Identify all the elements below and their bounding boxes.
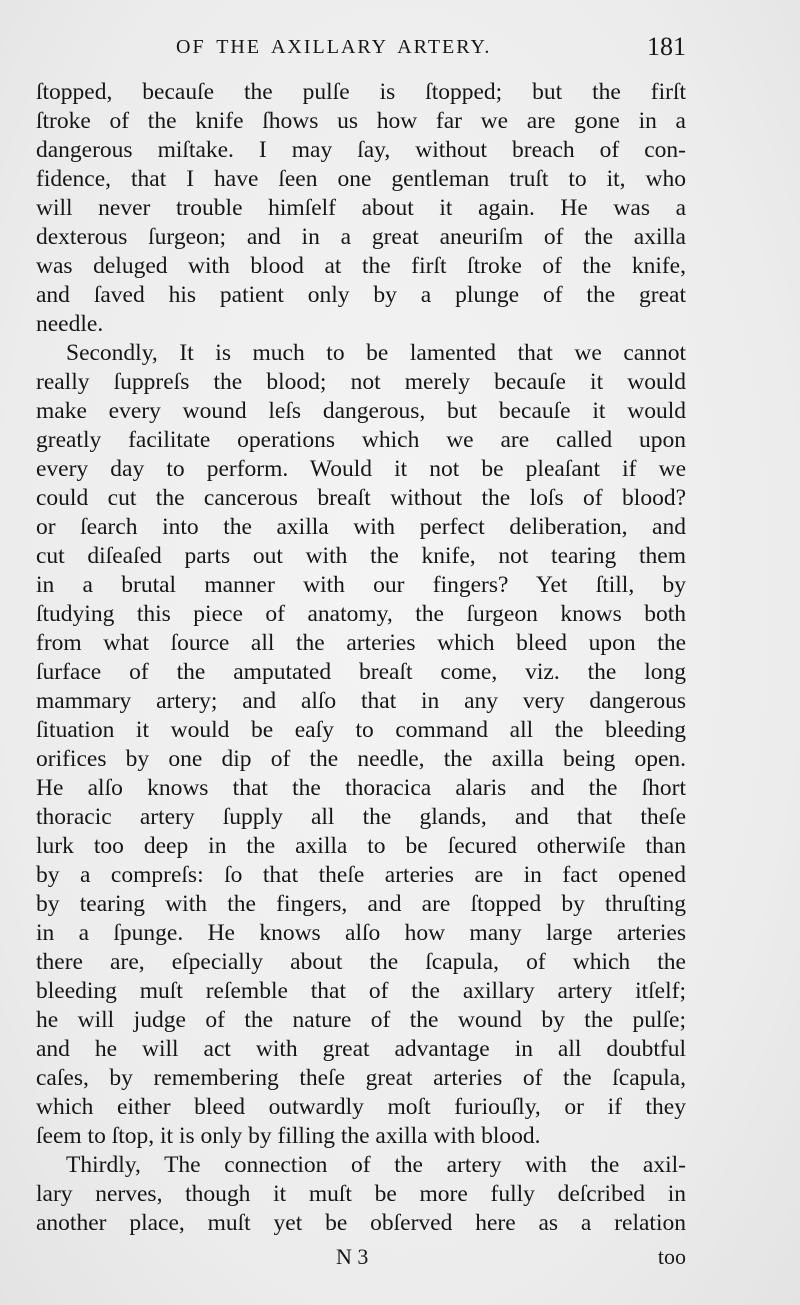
- text-line: every day to perform. Would it not be pleaſant if we: [36, 456, 686, 482]
- text-line: needle.: [36, 311, 104, 337]
- text-line: lurk too deep in the axilla to be ſecured otherwiſe than: [36, 833, 686, 859]
- text-line: make every wound leſs dangerous, but becauſe it would: [36, 398, 686, 424]
- text-line: in a ſpunge. He knows alſo how many large arteries: [36, 920, 686, 946]
- page-number: 181: [647, 32, 686, 61]
- paragraph: [36, 1151, 686, 1238]
- text-line: another place, muſt yet be obſerved here as a relation: [36, 1210, 686, 1236]
- text-line: there are, eſpecially about the ſcapula, of which the: [36, 949, 686, 975]
- text-line: ſurface of the amputated breaſt come, viz. the long: [36, 659, 686, 685]
- signature-mark: N 3: [336, 1244, 369, 1269]
- text-line: dexterous ſurgeon; and in a great aneuriſm of the axilla: [36, 224, 686, 250]
- text-line: greatly facilitate operations which we are called upon: [36, 427, 686, 453]
- text-line: ſtopped, becauſe the pulſe is ſtopped; but the firſt: [36, 79, 686, 105]
- text-line: Thirdly, The connection of the artery with the axil-: [66, 1152, 686, 1178]
- text-line: fidence, that I have ſeen one gentleman truſt to it, who: [36, 166, 686, 192]
- text-line: by tearing with the fingers, and are ſtopped by thruſting: [36, 891, 686, 917]
- text-line: ſtroke of the knife ſhows us how far we are gone in a: [36, 108, 686, 134]
- text-line: from what ſource all the arteries which bleed upon the: [36, 630, 686, 656]
- text-line: ſtudying this piece of anatomy, the ſurgeon knows both: [36, 601, 686, 627]
- text-line: orifices by one dip of the needle, the axilla being open.: [36, 746, 686, 772]
- catchword: too: [657, 1244, 686, 1269]
- text-line: bleeding muſt reſemble that of the axillary artery itſelf;: [36, 978, 686, 1004]
- text-line: ſituation it would be eaſy to command all the bleeding: [36, 717, 686, 743]
- text-line: in a brutal manner with our fingers? Yet ſtill, by: [36, 572, 686, 598]
- text-line: by a compreſs: ſo that theſe arteries are in fact opened: [36, 862, 686, 888]
- text-line: really ſuppreſs the blood; not merely becauſe it would: [36, 369, 686, 395]
- text-line: dangerous miſtake. I may ſay, without breach of con-: [36, 137, 686, 163]
- page-footer: [36, 1244, 686, 1274]
- text-line: and ſaved his patient only by a plunge of the great: [36, 282, 686, 308]
- text-line: will never trouble himſelf about it again. He was a: [36, 195, 686, 221]
- text-line: caſes, by remembering theſe great arteries of the ſcapula,: [36, 1065, 686, 1091]
- paragraph: [36, 339, 686, 1151]
- text-line: lary nerves, though it muſt be more fully deſcribed in: [36, 1181, 686, 1207]
- text-line: ſeem to ſtop, it is only by filling the axilla with blood.: [36, 1123, 541, 1149]
- body-text: [36, 78, 686, 1238]
- text-line: could cut the cancerous breaſt without the loſs of blood?: [36, 485, 686, 511]
- paragraph: [36, 78, 686, 339]
- text-line: Secondly, It is much to be lamented that we cannot: [66, 340, 686, 366]
- text-line: thoracic artery ſupply all the glands, and that theſe: [36, 804, 686, 830]
- running-head: OF THE AXILLARY ARTERY.: [176, 36, 492, 58]
- text-line: he will judge of the nature of the wound by the pulſe;: [36, 1007, 686, 1033]
- text-line: cut diſeaſed parts out with the knife, not tearing them: [36, 543, 686, 569]
- text-line: was deluged with blood at the firſt ſtroke of the knife,: [36, 253, 686, 279]
- text-line: mammary artery; and alſo that in any very dangerous: [36, 688, 686, 714]
- text-line: which either bleed outwardly moſt furiouſly, or if they: [36, 1094, 686, 1120]
- page-header: [36, 32, 686, 66]
- text-line: and he will act with great advantage in all doubtful: [36, 1036, 686, 1062]
- text-line: He alſo knows that the thoracica alaris and the ſhort: [36, 775, 686, 801]
- text-line: or ſearch into the axilla with perfect deliberation, and: [36, 514, 686, 540]
